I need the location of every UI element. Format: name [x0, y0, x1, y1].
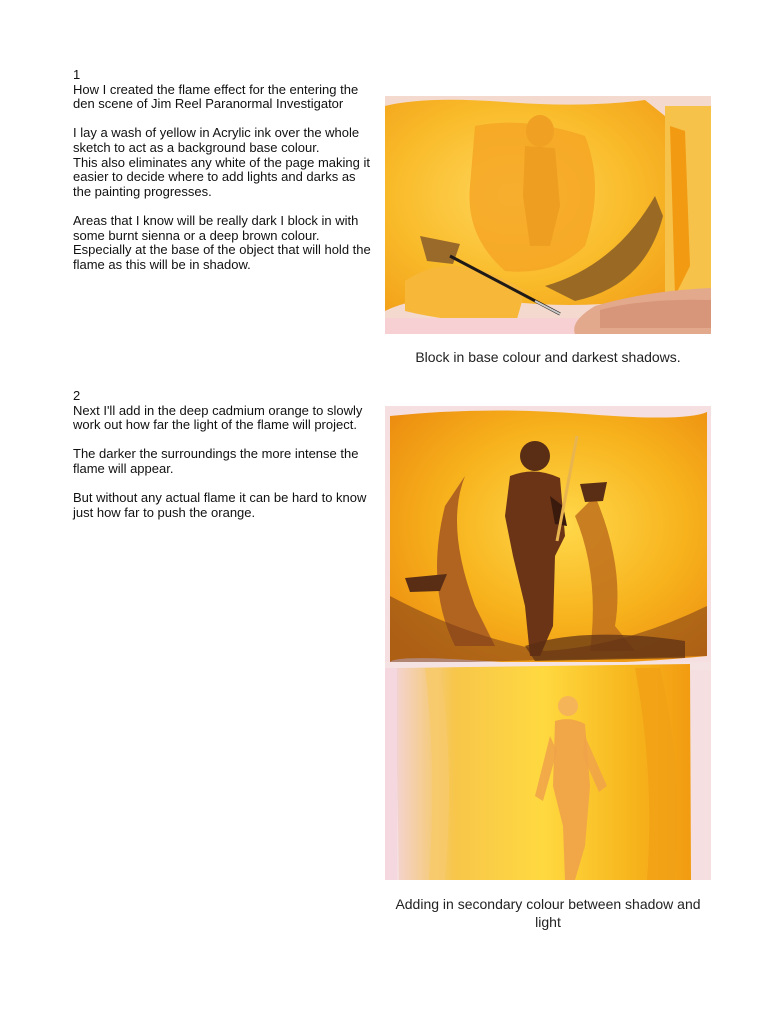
step-1-painting-illustration	[385, 96, 711, 334]
step-2-text	[73, 389, 373, 535]
step-2-caption: Adding in secondary colour between shadow and light	[395, 896, 701, 930]
step-2-painting-photo	[385, 406, 711, 880]
step-2-paragraph-1: Next I'll add in the deep cadmium orange to slowly work out how far the light of the flame will project.	[73, 402, 363, 433]
step-2-number: 2	[73, 388, 81, 403]
step-2-paragraph-3: But without any actual flame it can be hard to know just how far to push the orange.	[73, 490, 367, 520]
step-1-text	[73, 68, 373, 287]
step-1-paragraph-1: I lay a wash of yellow in Acrylic ink over the whole sketch to act as a background base colour.	[73, 125, 360, 155]
step-1-painting-photo	[385, 96, 711, 334]
step-2-paragraph-2: The darker the surroundings the more intense the flame will appear.	[73, 446, 359, 476]
step-1-caption: Block in base colour and darkest shadows.	[415, 349, 681, 365]
step-1-paragraph-2: This also eliminates any white of the page making it easier to decide where to add lights and darks as the painting progresses.	[73, 154, 370, 199]
step-2-painting-illustration	[385, 406, 711, 880]
step-1-paragraph-3: Areas that I know will be really dark I block in with some burnt sienna or a deep brown colour. Especially at the base of the object that will hold the flame as this will be in shadow.	[73, 212, 371, 272]
step-1-number: 1	[73, 67, 81, 82]
step-1-title: How I created the flame effect for the entering the den scene of Jim Reel Paranormal Investigator	[73, 81, 359, 112]
